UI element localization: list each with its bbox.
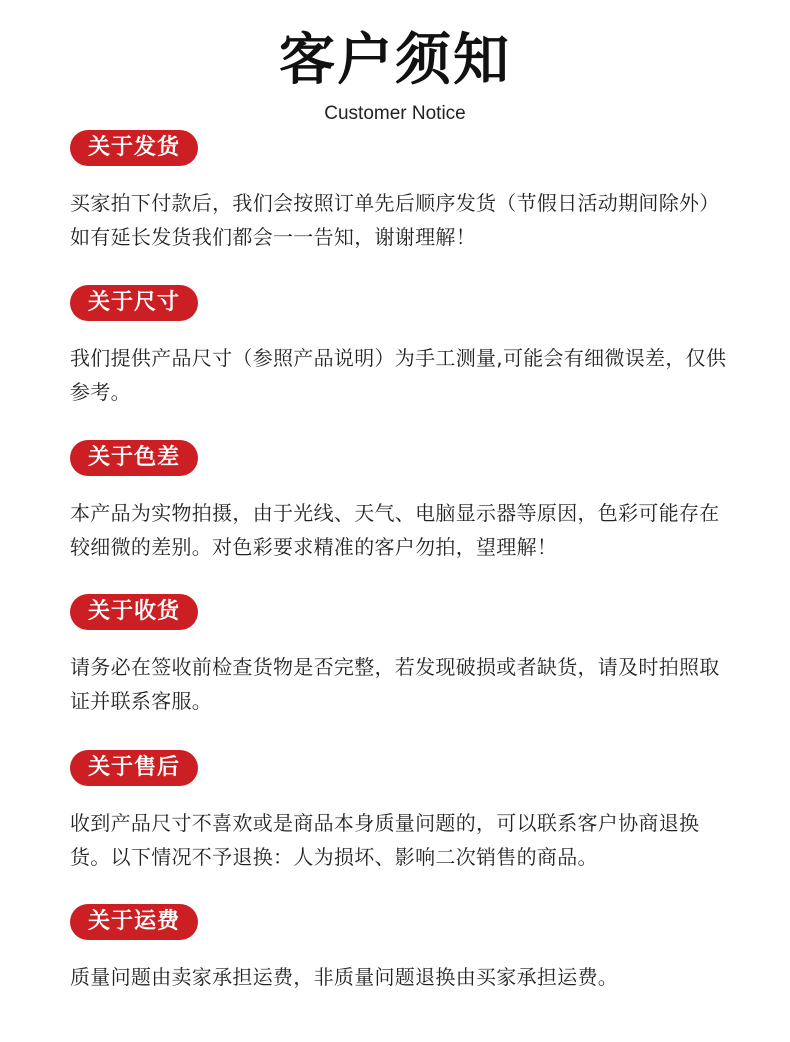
section-badge: 关于运费 — [70, 904, 198, 940]
section-text: 买家拍下付款后，我们会按照订单先后顺序发货（节假日活动期间除外）如有延长发货我们都会一一告知，谢谢理解！ — [70, 191, 720, 249]
section-text: 请务必在签收前检查货物是否完整，若发现破损或者缺货，请及时拍照取证并联系客服。 — [70, 655, 720, 713]
section-size — [70, 285, 730, 409]
section-shipping — [70, 130, 730, 254]
section-text: 收到产品尺寸不喜欢或是商品本身质量问题的，可以联系客户协商退换货。以下情况不予退换：人为损坏、影响二次销售的商品。 — [70, 811, 700, 869]
page-subtitle: Customer Notice — [324, 103, 466, 124]
section-text: 质量问题由卖家承担运费，非质量问题退换由买家承担运费。 — [70, 965, 619, 989]
page-title: 客户须知 — [279, 28, 511, 93]
section-text: 本产品为实物拍摄，由于光线、天气、电脑显示器等原因，色彩可能存在较细微的差别。对色彩要求精准的客户勿拍，望理解！ — [70, 501, 720, 559]
section-after-sales — [70, 750, 730, 874]
section-text: 我们提供产品尺寸（参照产品说明）为手工测量,可能会有细微误差，仅供参考。 — [70, 346, 727, 404]
section-badge: 关于收货 — [70, 594, 198, 630]
section-color-difference — [70, 440, 730, 564]
section-badge: 关于尺寸 — [70, 285, 198, 321]
section-badge: 关于色差 — [70, 440, 198, 476]
section-badge: 关于发货 — [70, 130, 198, 166]
section-receiving — [70, 594, 730, 718]
section-shipping-fee — [70, 904, 730, 994]
section-badge: 关于售后 — [70, 750, 198, 786]
